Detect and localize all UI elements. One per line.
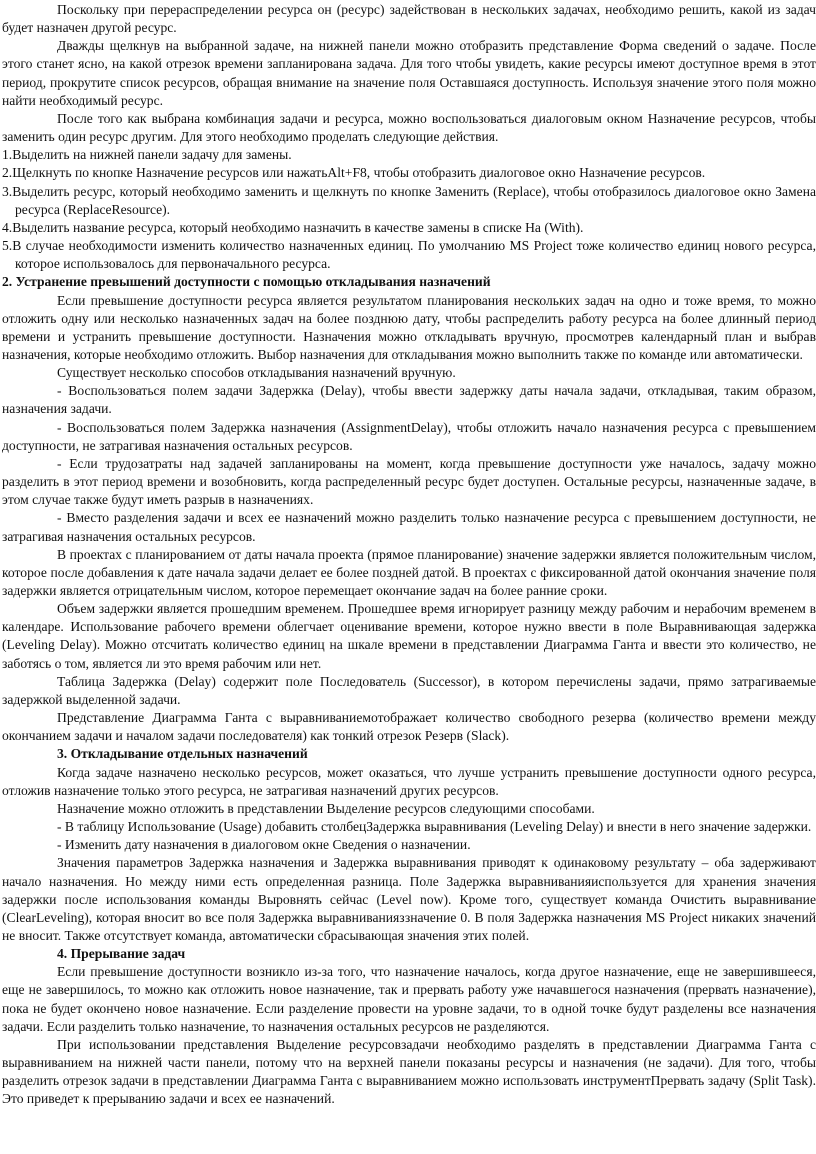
paragraph: После того как выбрана комбинация задачи и ресурса, можно воспользоваться диалоговым окном Назначение ресурсов, чтобы заменить один ресурс другим. Для этого необходимо проделать следующие действия. bbox=[2, 110, 816, 145]
list-item: 5.В случае необходимости изменить количество назначенных единиц. По умолчанию MS Project тоже количество единиц нового ресурса, которое использовалось для первоначального ресурса. bbox=[2, 238, 816, 272]
list-item: 1.Выделить на нижней панели задачу для замены. bbox=[2, 147, 292, 163]
paragraph: Когда задаче назначено несколько ресурсов, может оказаться, что лучше устранить превышение доступности одного ресурса, отложив назначение только этого ресурса, не затрагивая назначений других ресурсов. bbox=[2, 764, 816, 798]
paragraph: Если превышение доступности возникло из-за того, что назначение началось, когда другое назначение, еще не завершившееся, еще не завершилось, то можно как отложить новое назначение, так и прервать работу уже начавшегося назначения (прервать назначение), пока не будет окончено новое назначение. Если разделение провести на уровне задачи, то в одной точке будут разделены все назначения задачи. Если разделить только назначение, то назначения остальных ресурсов не разделяются. bbox=[2, 964, 816, 1034]
paragraph: Поскольку при перераспределении ресурса он (ресурс) задействован в нескольких задачах, необходимо решить, какой из задач будет назначен другой ресурс. bbox=[2, 2, 816, 36]
paragraph: Назначение можно отложить в представлении Выделение ресурсов следующими способами. bbox=[57, 800, 595, 816]
paragraph: Объем задержки является прошедшим временем. Прошедшее время игнорирует разницу между рабочим и нерабочим временем в календаре. Использование рабочего времени облегчает оценивание времени, которое нужно ввести в поле Выравнивающая задержка (Leveling Delay). Можно отсчитать количество единиц на шкале времени в представлении Диаграмма Ганта и ввести это количество, не заботясь о том, является ли это время рабочим или нет. bbox=[2, 601, 816, 671]
paragraph: - Если трудозатраты над задачей запланированы на момент, когда превышение доступности уже началось, задачу можно разделить в этот период времени и возобновить, когда распределенный ресурс будет доступен. Остальные ресурсы, назначенные задаче, в этом случае также будут иметь разрыв в назначениях. bbox=[2, 455, 816, 508]
section-heading: 4. Прерывание задач bbox=[57, 946, 186, 962]
paragraph: При использовании представления Выделение ресурсовзадачи необходимо разделять в представлении Диаграмма Ганта с выравниванием на нижней части панели, потому что на верхней панели показаны ресурсы и назначения (не задачи). Для того, чтобы разделить отрезок задачи в представлении Диаграмма Ганта с выравниванием можно использовать инструментПрервать задачу (Split Task). Это приведет к прерыванию задачи и всех ее назначений. bbox=[2, 1036, 816, 1107]
list-item: 3.Выделить ресурс, который необходимо заменить и щелкнуть по кнопке Заменить (Replace), чтобы отобразилось диалоговое окно Замена ресурса (ReplaceResource). bbox=[2, 183, 816, 217]
paragraph: В проектах с планированием от даты начала проекта (прямое планирование) значение задержки является положительным числом, которое после добавления к дате начала задачи делает ее более поздней датой. В проектах с фиксированной датой окончания значение поля задержки является отрицательным числом, которое перемещает окончание задач на более ранние сроки. bbox=[2, 546, 816, 598]
paragraph: Значения параметров Задержка назначения и Задержка выравнивания приводят к одинаковому результату – оба задерживают начало назначения. Но между ними есть определенная разница. Поле Задержка выравниванияиспользуется для хранения значения задержки после использования команды Выровнять сейчас (Level now). Кроме того, существует команда Очистить выравнивание (ClearLeveling), которая вносит во все поля Задержка выравниванияззначение 0. В поля Задержка назначения MS Project никаких значений не вносит. Также отсутствует команда, автоматически сбрасывающая значения этих полей. bbox=[2, 855, 816, 943]
paragraph: Представление Диаграмма Ганта с выравниваниемотображает количество свободного резерва (количество времени между окончанием задачи и началом задачи последователя) как тонкий отрезок Резерв (Slack). bbox=[2, 710, 816, 744]
section-heading: 3. Откладывание отдельных назначений bbox=[57, 746, 308, 762]
paragraph: Если превышение доступности ресурса является результатом планирования нескольких задач на одно и тоже время, то можно отложить одну или несколько назначенных задач на более позднюю дату, чтобы распределить работу ресурса на более длинный период времени и устранить превышение доступности. Назначения можно откладывать вручную, просмотрев календарный план и выбрав назначения, которые необходимо отложить. Выбор назначения для откладывания можно выполнить также по команде или автоматически. bbox=[2, 292, 816, 362]
list-item: 4.Выделить название ресурса, который необходимо назначить в качестве замены в списке На (With). bbox=[2, 219, 584, 235]
paragraph: - В таблицу Использование (Usage) добавить столбецЗадержка выравнивания (Leveling Delay) и внести в него значение задержки. bbox=[57, 819, 812, 835]
paragraph: - Воспользоваться полем Задержка назначения (AssignmentDelay), чтобы отложить начало назначения ресурса с превышением доступности, не затрагивая назначения остальных ресурсов. bbox=[2, 419, 816, 453]
paragraph: Дважды щелкнув на выбранной задаче, на нижней панели можно отобразить представление Форма сведений о задаче. После этого станет ясно, на какой отрезок времени запланирована задача. Для того чтобы увидеть, какие ресурсы имеют доступное время в этот период, прокрутите список ресурсов, обращая внимание на значение поля Оставшаяся доступность. Используя значение этого поля можно найти необходимый ресурс. bbox=[2, 38, 816, 108]
paragraph: - Изменить дату назначения в диалоговом окне Сведения о назначении. bbox=[57, 837, 471, 853]
section-heading: 2. Устранение превышений доступности с помощью откладывания назначений bbox=[2, 274, 491, 290]
paragraph: - Вместо разделения задачи и всех ее назначений можно разделить только назначение ресурса с превышением доступности, не затрагивая назначения остальных ресурсов. bbox=[2, 510, 816, 544]
paragraph: Существует несколько способов откладывания назначений вручную. bbox=[57, 365, 456, 381]
paragraph: Таблица Задержка (Delay) содержит поле Последователь (Successor), в котором перечислены задачи, прямо затрагиваемые задержкой выделенной задачи. bbox=[2, 673, 816, 707]
paragraph: - Воспользоваться полем задачи Задержка (Delay), чтобы ввести задержку даты начала задачи, откладывая, таким образом, назначения задачи. bbox=[2, 383, 816, 417]
list-item: 2.Щелкнуть по кнопке Назначение ресурсов или нажатьAlt+F8, чтобы отобразить диалоговое окно Назначение ресурсов. bbox=[2, 165, 706, 181]
